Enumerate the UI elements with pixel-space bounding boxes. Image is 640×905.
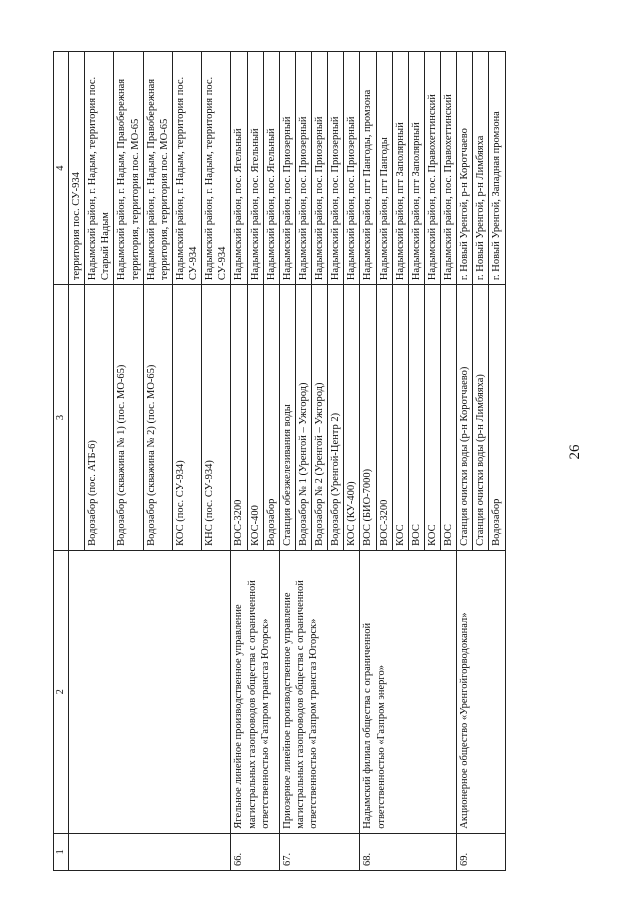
table-row xyxy=(457,52,473,871)
object-cell: КОС xyxy=(424,285,440,551)
object-cell: КОС-400 xyxy=(247,285,263,551)
address-cell: Надымский район, пгт Пангоды xyxy=(376,52,392,285)
header-cell-4: 4 xyxy=(54,52,69,285)
object-cell: КОС (КУ-400) xyxy=(344,285,360,551)
table-row xyxy=(360,52,376,871)
header-cell-1: 1 xyxy=(54,833,69,870)
address-cell: г. Новый Уренгой, р-н Коротчаево xyxy=(457,52,473,285)
address-cell: Надымский район, пгт Пангоды, промзона xyxy=(360,52,376,285)
address-cell: Надымский район, г. Надым, Правобережная территория, территория пос. МО-65 xyxy=(143,52,172,285)
address-cell: Надымский район, пос. Ягельный xyxy=(247,52,263,285)
organization-cell: Приозерное линейное производственное управление магистральных газопроводов общества с ограниченной ответственностью «Газпром трансгаз Югорск» xyxy=(279,550,360,833)
table-row xyxy=(69,52,85,871)
address-cell: Надымский район, пос. Ягельный xyxy=(231,52,247,285)
object-cell: ВОС xyxy=(408,285,424,551)
object-cell: Водозабор № 1 (Уренгой – Ужгород) xyxy=(295,285,311,551)
object-cell: КОС xyxy=(392,285,408,551)
object-cell: Водозабор xyxy=(489,285,505,551)
object-cell: Водозабор (Уренгой-Центр 2) xyxy=(328,285,344,551)
object-cell xyxy=(69,285,85,551)
object-cell: Водозабор (пос. АТБ-6) xyxy=(85,285,114,551)
object-cell: Водозабор xyxy=(263,285,279,551)
row-number: 68. xyxy=(360,833,457,870)
rotated-page xyxy=(53,51,583,871)
object-cell: Водозабор (скважина № 2) (пос. МО-65) xyxy=(143,285,172,551)
address-cell: Надымский район, пгт Заполярный xyxy=(408,52,424,285)
header-cell-3: 3 xyxy=(54,285,69,551)
object-cell: ВОС-3200 xyxy=(376,285,392,551)
address-cell: Надымский район, г. Надым, территория пос. СУ-934 xyxy=(172,52,201,285)
organization-cell xyxy=(69,550,231,833)
facilities-table xyxy=(53,51,506,871)
object-cell: КОС (пос. СУ-934) xyxy=(172,285,201,551)
address-cell: Надымский район, пос. Правохеттинский xyxy=(441,52,457,285)
address-cell: Надымский район, пос. Приозерный xyxy=(328,52,344,285)
object-cell: КНС (пос. СУ-934) xyxy=(202,285,231,551)
address-cell: Надымский район, пос. Приозерный xyxy=(295,52,311,285)
address-cell: Надымский район, г. Надым, Правобережная территория, территория пос. МО-65 xyxy=(114,52,143,285)
object-cell: Станция обезжелезивания воды xyxy=(279,285,295,551)
object-cell: ВОС xyxy=(441,285,457,551)
object-cell: Водозабор (скважина № 1) (пос. МО-65) xyxy=(114,285,143,551)
organization-cell: Акционерное общество «Уренгойгорводоканал» xyxy=(457,550,505,833)
address-cell: г. Новый Уренгой, р-н Лимбяяха xyxy=(473,52,489,285)
row-number: 67. xyxy=(279,833,360,870)
object-cell: Водозабор № 2 (Уренгой – Ужгород) xyxy=(312,285,328,551)
header-cell-2: 2 xyxy=(54,550,69,833)
address-cell: Надымский район, пос. Приозерный xyxy=(344,52,360,285)
address-cell: Надымский район, пос. Приозерный xyxy=(312,52,328,285)
address-cell: Надымский район, пгт Заполярный xyxy=(392,52,408,285)
row-number: 69. xyxy=(457,833,505,870)
address-cell: Надымский район, г. Надым, территория пос. СУ-934 xyxy=(202,52,231,285)
object-cell: ВОС (БИО-7000) xyxy=(360,285,376,551)
address-cell: Надымский район, г. Надым, территория пос. Старый Надым xyxy=(85,52,114,285)
organization-cell: Надымский филиал общества с ограниченной ответственностью «Газпром энерго» xyxy=(360,550,457,833)
page-number: 26 xyxy=(567,444,583,460)
address-cell: г. Новый Уренгой, Западная промзона xyxy=(489,52,505,285)
organization-cell: Ягельное линейное производственное управление магистральных газопроводов общества с ограниченной ответственностью «Газпром трансгаз Югорск» xyxy=(231,550,279,833)
object-cell: ВОС-3200 xyxy=(231,285,247,551)
object-cell: Станция очистки воды (р-н Коротчаево) xyxy=(457,285,473,551)
address-cell: Надымский район, пос. Ягельный xyxy=(263,52,279,285)
address-cell: Надымский район, пос. Правохеттинский xyxy=(424,52,440,285)
row-number: 66. xyxy=(231,833,279,870)
object-cell: Станция очистки воды (р-н Лимбяяха) xyxy=(473,285,489,551)
row-number xyxy=(69,833,231,870)
table-row xyxy=(231,52,247,871)
address-cell: территория пос. СУ-934 xyxy=(69,52,85,285)
table-row xyxy=(279,52,295,871)
address-cell: Надымский район, пос. Приозерный xyxy=(279,52,295,285)
header-row xyxy=(54,52,69,871)
